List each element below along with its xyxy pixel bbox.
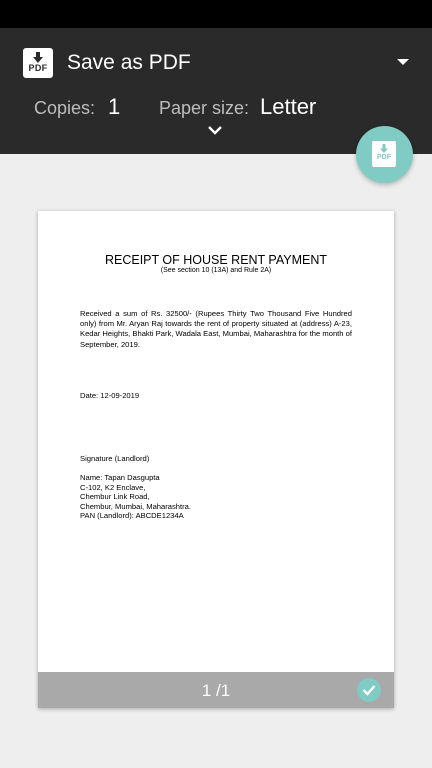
paper-size-value[interactable]: Letter bbox=[260, 94, 317, 119]
copies-label: Copies: bbox=[34, 98, 96, 118]
download-pdf-button[interactable] bbox=[356, 126, 413, 183]
document-signature-label: Signature (Landlord) bbox=[80, 454, 150, 463]
pdf-file-icon bbox=[23, 48, 53, 78]
address-line: PAN (Landlord): ABCDE1234A bbox=[80, 511, 184, 521]
copies-value[interactable]: 1 bbox=[108, 94, 121, 119]
destination-label: Save as PDF bbox=[67, 51, 191, 74]
document-date: Date: 12-09-2019 bbox=[80, 391, 140, 400]
status-bar bbox=[0, 0, 432, 28]
paper-size-label: Paper size: bbox=[159, 98, 250, 118]
address-line: C-102, K2 Enclave, bbox=[80, 482, 146, 492]
document-subtitle: (See section 10 (13A) and Rule 2A) bbox=[160, 267, 272, 274]
expand-chevron-icon[interactable] bbox=[206, 124, 224, 136]
pdf-icon-label: PDF bbox=[28, 63, 48, 73]
download-pdf-icon bbox=[372, 141, 396, 167]
address-line: Chembur, Mumbai, Maharashtra. bbox=[80, 501, 191, 511]
address-line: Name: Tapan Dasgupta bbox=[80, 473, 160, 482]
page-footer bbox=[38, 672, 394, 708]
page-preview[interactable] bbox=[38, 211, 394, 708]
destination-selector[interactable] bbox=[0, 28, 432, 98]
document-title: RECEIPT OF HOUSE RENT PAYMENT bbox=[104, 253, 328, 267]
download-pdf-icon-label: PDF bbox=[377, 154, 391, 161]
page-indicator: 1 /1 bbox=[201, 681, 231, 700]
document-address-block bbox=[80, 473, 191, 521]
address-line: Chembur Link Road, bbox=[80, 492, 150, 502]
page-selected-check-icon[interactable] bbox=[357, 678, 381, 702]
document-body: Received a sum of Rs. 32500/- (Rupees Thirty Two Thousand Five Hundred only) from Mr. Aryan Raj towards the rent of property situated at (address) A-23, Kedar Heights, Bhakti Park, Wadala East, Mumbai, Maharashtra for the month of September, 2019. bbox=[80, 309, 352, 349]
dropdown-arrow-icon[interactable] bbox=[397, 59, 409, 65]
